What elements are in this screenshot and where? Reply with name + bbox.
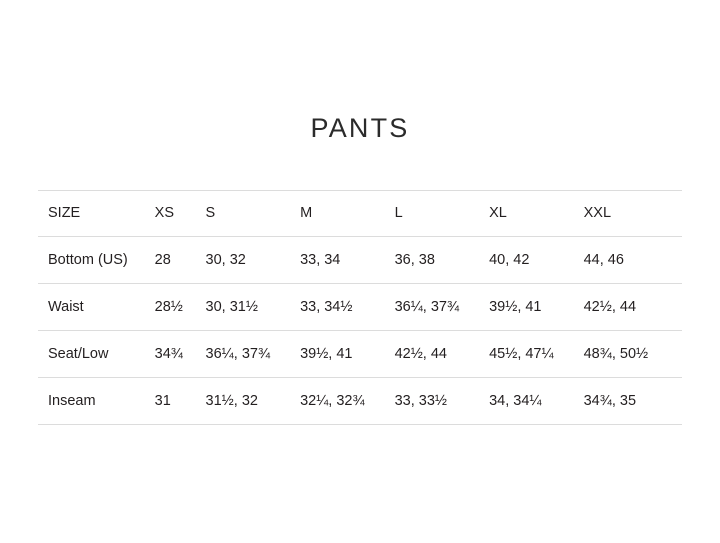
- row-value: 40, 42: [489, 252, 530, 268]
- row-value: 33, 34½: [300, 299, 353, 315]
- table-row: [38, 331, 682, 378]
- row-value: 28½: [154, 299, 183, 315]
- row-value: 45½, 47¼: [489, 346, 554, 362]
- column-header-s: S: [205, 205, 216, 221]
- row-value: 42½, 44: [583, 299, 637, 315]
- table-header-row: [38, 191, 682, 237]
- table-row: [38, 378, 682, 425]
- table-row: [38, 284, 682, 331]
- row-value: 31: [154, 393, 171, 409]
- row-value: 33, 34: [300, 252, 341, 268]
- row-value: 39½, 41: [489, 299, 542, 315]
- table-row: [38, 237, 682, 284]
- column-header-xl: XL: [489, 205, 507, 221]
- row-value: 30, 32: [205, 252, 246, 268]
- row-value: 33, 33½: [394, 393, 447, 409]
- row-label: Seat/Low: [48, 346, 109, 362]
- table-body: [38, 237, 682, 425]
- column-header-size: SIZE: [48, 205, 81, 221]
- row-label: Bottom (US): [48, 252, 128, 268]
- table-header: [38, 191, 682, 237]
- column-header-xxl: XXL: [583, 205, 612, 221]
- row-value: 36, 38: [394, 252, 435, 268]
- size-chart-table: [38, 190, 682, 425]
- row-value: 39½, 41: [300, 346, 353, 362]
- row-value: 42½, 44: [394, 346, 447, 362]
- column-header-xs: XS: [154, 205, 175, 221]
- row-value: 36¼, 37¾: [394, 299, 460, 315]
- row-value: 31½, 32: [205, 393, 258, 409]
- row-label: Inseam: [48, 393, 96, 409]
- row-value: 34¾: [154, 346, 183, 362]
- column-header-l: L: [394, 205, 403, 221]
- size-table-container: [38, 190, 682, 425]
- row-label: Waist: [48, 299, 84, 315]
- row-value: 28: [154, 252, 171, 268]
- row-value: 36¼, 37¾: [205, 346, 271, 362]
- page-title: PANTS: [310, 113, 410, 143]
- row-value: 48¾, 50½: [583, 346, 649, 362]
- column-header-m: M: [300, 205, 313, 221]
- row-value: 30, 31½: [205, 299, 258, 315]
- row-value: 34¾, 35: [583, 393, 637, 409]
- row-value: 44, 46: [583, 252, 624, 268]
- row-value: 32¼, 32¾: [300, 393, 365, 409]
- row-value: 34, 34¼: [489, 393, 542, 409]
